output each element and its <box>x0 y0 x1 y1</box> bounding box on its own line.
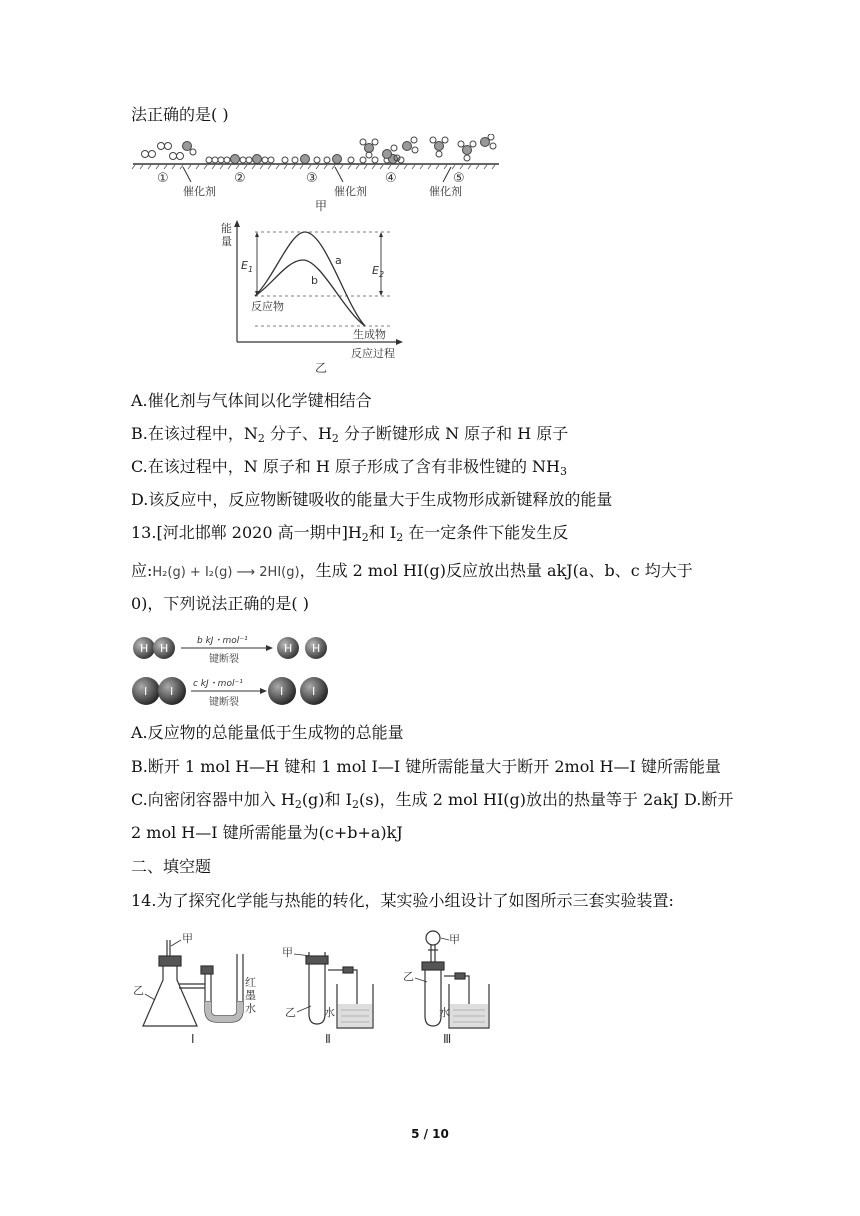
product-label: 生成物 <box>353 328 386 341</box>
curve-a-label: a <box>335 254 342 267</box>
step-3-label: ③ <box>306 171 318 186</box>
step-5-label: ⑤ <box>453 171 465 186</box>
apparatus-1-label: Ⅰ <box>191 1032 195 1046</box>
step-2-label: ② <box>234 171 246 186</box>
i-atom-3: I <box>280 685 284 698</box>
q13-option-b: B.断开 1 mol H—H 键和 1 mol I—I 键所需能量大于断开 2mol H—I 键所需能量 <box>131 757 721 776</box>
i-atom-4: I <box>312 685 316 698</box>
section-2-title: 二、填空题 <box>131 857 212 876</box>
h-atom-2: H <box>160 642 169 655</box>
q13-stem-line-3: 0)，下列说法正确的是( ) <box>131 594 309 613</box>
q13-stem-line-2: 应:H₂(g) + I₂(g) ⟶ 2HI(g)，生成 2 mol HI(g)反应放出热量 akJ(a、b、c 均大于 <box>131 561 693 580</box>
step-1-label: ① <box>157 171 169 186</box>
question-12-stem: 法正确的是( ) <box>131 105 229 124</box>
app3-jia-label: 甲 <box>449 933 460 946</box>
figure-yi-energy-diagram <box>215 214 405 374</box>
i-atom-2: I <box>170 685 174 698</box>
i-atom-1: I <box>144 685 148 698</box>
app2-water-label: 水 <box>324 1006 335 1019</box>
q12-option-c: C.在该过程中，N 原子和 H 原子形成了含有非极性键的 $NH_3$ <box>131 457 568 478</box>
q14-stem: 14.为了探究化学能与热能的转化，某实验小组设计了如图所示三套实验装置: <box>131 891 674 910</box>
q13-option-c: C.向密闭容器中加入 $H_2(g)$和 $I_2(s)$，生成 2 mol HI(g)放出的热量等于 2akJ D.断开 <box>131 790 734 811</box>
app2-yi-label: 乙 <box>285 1006 296 1019</box>
red-ink-label-2: 墨 <box>245 989 256 1002</box>
e2-label: $E_2$ <box>372 264 385 279</box>
apparatus-3-label: Ⅲ <box>443 1032 452 1046</box>
q13-option-a: A.反应物的总能量低于生成物的总能量 <box>131 723 404 742</box>
figure-apparatus <box>131 926 496 1048</box>
y-axis-label-2: 量 <box>221 235 232 248</box>
i-break-label: 键断裂 <box>209 697 239 708</box>
i-bond-energy: c kJ・mol⁻¹ <box>193 679 243 689</box>
app1-yi-label: 乙 <box>133 984 144 997</box>
red-ink-label-1: 红 <box>245 976 256 989</box>
catalyst-label-1: 催化剂 <box>183 185 216 198</box>
y-axis-label-1: 能 <box>221 222 232 235</box>
h-atom-4: H <box>312 642 321 655</box>
curve-b <box>255 260 365 326</box>
curve-b-label: b <box>311 274 318 287</box>
app3-water-label: 水 <box>439 1006 450 1019</box>
reactant-label: 反应物 <box>251 300 284 313</box>
q12-option-b: B.在该过程中，$N_2$ 分子、$H_2$ 分子断键形成 N 原子和 H 原子 <box>131 424 569 445</box>
figure-bond-breaking <box>131 632 336 710</box>
figure-jia-caption: 甲 <box>315 199 328 212</box>
e1-label: $E_1$ <box>241 259 254 274</box>
reaction-equation: H₂(g) + I₂(g) ⟶ 2HI(g) <box>152 565 300 580</box>
h-atom-3: H <box>284 642 293 655</box>
catalyst-label-2: 催化剂 <box>334 185 367 198</box>
red-ink-label-3: 水 <box>245 1002 256 1015</box>
app2-jia-label: 甲 <box>282 946 293 959</box>
app1-jia-label: 甲 <box>182 932 193 945</box>
app3-yi-label: 乙 <box>403 970 414 983</box>
catalyst-label-3: 催化剂 <box>429 185 462 198</box>
figure-jia-catalyst-process <box>131 134 501 212</box>
page-number: 5 / 10 <box>411 1127 449 1141</box>
h-break-label: 键断裂 <box>209 654 239 665</box>
h-atom-1: H <box>140 642 149 655</box>
q13-stem-line-1: 13.[河北邯郸 2020 高一期中]$H_2$和 $I_2$ 在一定条件下能发生反 <box>131 523 569 544</box>
q12-option-d: D.该反应中，反应物断键吸收的能量大于生成物形成新键释放的能量 <box>131 490 613 509</box>
x-axis-label: 反应过程 <box>351 347 395 360</box>
h-bond-energy: b kJ・mol⁻¹ <box>197 636 248 646</box>
q12-option-a: A.催化剂与气体间以化学键相结合 <box>131 391 372 410</box>
q13-option-d: 2 mol H—I 键所需能量为(c+b+a)kJ <box>131 823 403 842</box>
apparatus-2-label: Ⅱ <box>325 1032 331 1046</box>
figure-yi-caption: 乙 <box>315 361 328 374</box>
step-4-label: ④ <box>385 171 397 186</box>
